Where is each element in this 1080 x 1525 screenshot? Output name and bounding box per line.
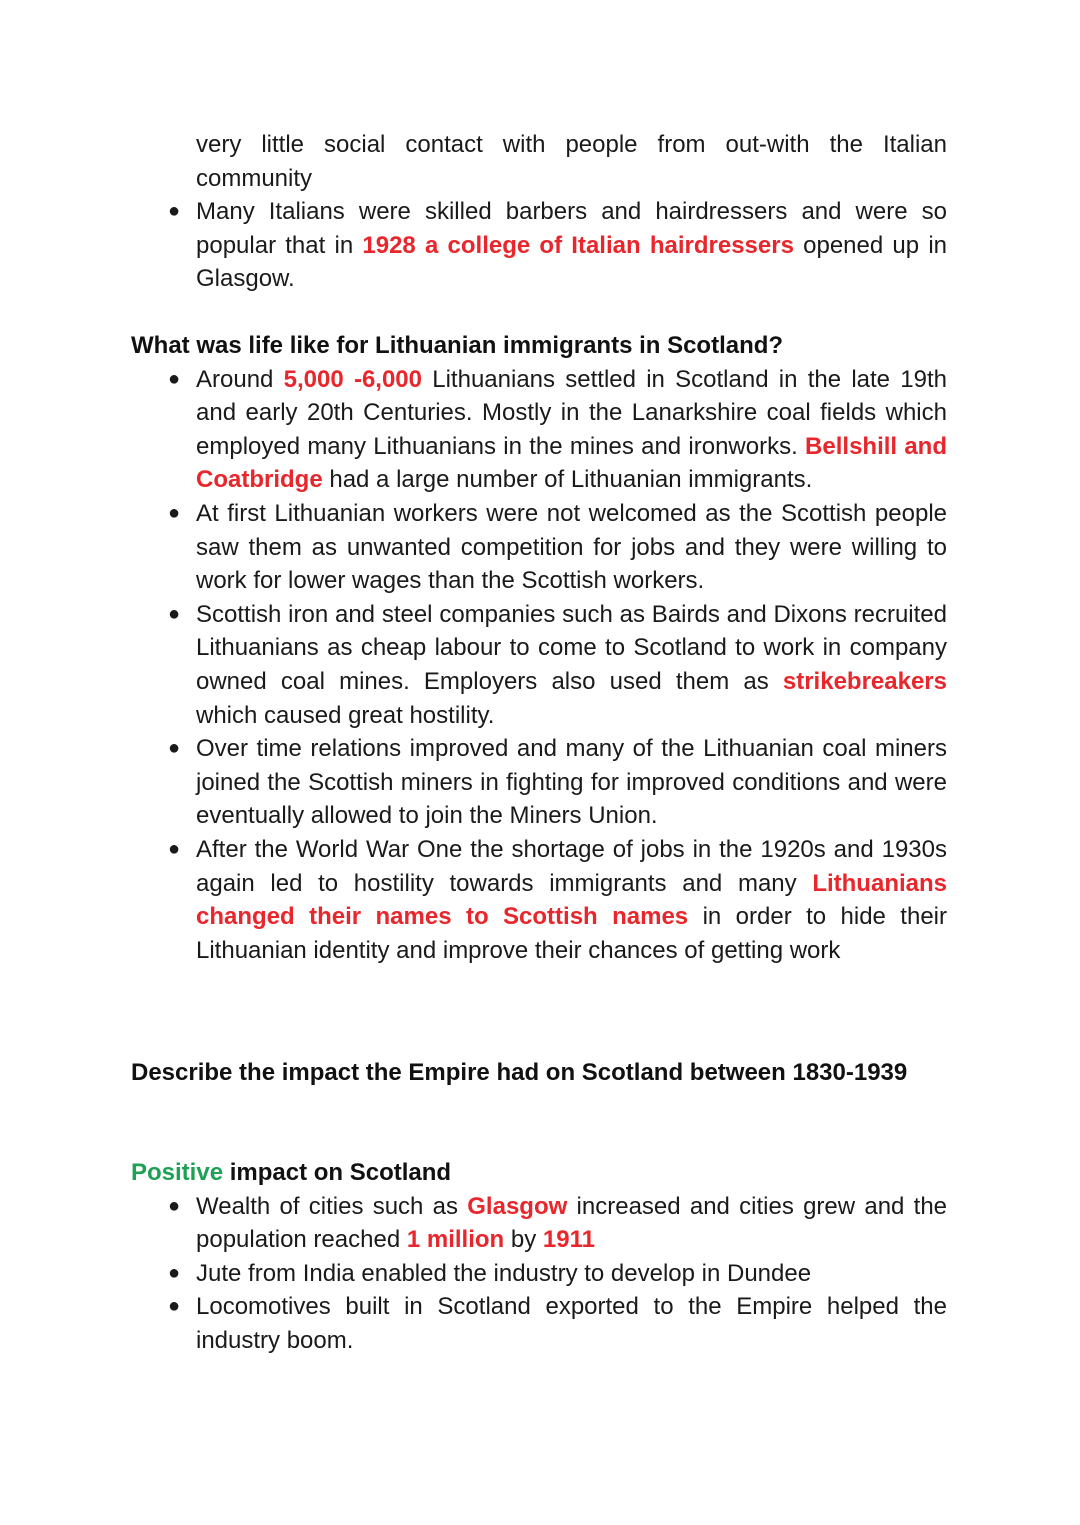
bullet-dot-icon: ● — [168, 1295, 181, 1318]
highlight-text: Glasgow — [467, 1192, 568, 1220]
italian-section — [131, 128, 947, 296]
italian-bullets — [131, 195, 947, 296]
highlight-text: strikebreakers — [782, 667, 947, 695]
highlight-text: 1 million — [406, 1226, 505, 1254]
list-item: ● Over time relations improved and many of the Lithuanian coal miners joined the Scottish miners in fighting for improved conditions and were eventually allowed to join the Miners Union. — [131, 732, 947, 833]
highlight-text: 1911 — [542, 1226, 595, 1254]
bullet-dot-icon: ● — [168, 367, 181, 390]
list-item: ● Jute from India enabled the industry to develop in Dundee — [131, 1257, 947, 1291]
highlight-text: 1928 a college of Italian hairdressers — [362, 231, 794, 259]
lithuanian-heading: What was life like for Lithuanian immigrants in Scotland? — [131, 332, 784, 359]
bullet-dot-icon: ● — [168, 200, 181, 223]
list-item: ● Wealth of cities such as Glasgow increased and cities grew and the population reached 1 million by 1911 — [131, 1190, 947, 1257]
empire-section — [131, 1056, 947, 1090]
bullet-dot-icon: ● — [168, 737, 181, 760]
bullet-dot-icon: ● — [168, 1261, 181, 1284]
highlight-text: 5,000 -6,000 — [283, 365, 422, 393]
positive-impact-heading: Positive impact on Scotland — [131, 1159, 452, 1186]
list-item: ● Locomotives built in Scotland exported to the Empire helped the industry boom. — [131, 1290, 947, 1357]
positive-label: Positive — [131, 1159, 224, 1186]
bullet-dot-icon: ● — [168, 837, 181, 860]
bullet-dot-icon: ● — [168, 1194, 181, 1217]
list-item: ● Many Italians were skilled barbers and hairdressers and were so popular that in 1928 a college of Italian hairdressers opened up in Glasgow. — [131, 195, 947, 296]
positive-impact-section — [131, 1156, 947, 1358]
empire-heading: Describe the impact the Empire had on Scotland between 1830-1939 — [131, 1059, 908, 1086]
lithuanian-section — [131, 329, 947, 967]
highlight-text: Bellshill and Coatbridge — [196, 432, 947, 494]
highlight-text: Lithuanians changed their names to Scottish names — [196, 869, 947, 931]
list-item: ● Around 5,000 -6,000 Lithuanians settled in Scotland in the late 19th and early 20th Centuries. Mostly in the Lanarkshire coal fields which employed many Lithuanians in the mines and ironworks. Bellshill and Coatbridge had a large number of Lithuanian immigrants. — [131, 363, 947, 497]
lithuanian-bullets — [131, 363, 947, 968]
positive-bullets — [131, 1190, 947, 1358]
list-item: ● At first Lithuanian workers were not welcomed as the Scottish people saw them as unwanted competition for jobs and they were willing to work for lower wages than the Scottish workers. — [131, 497, 947, 598]
bullet-dot-icon: ● — [168, 602, 181, 625]
list-item: ● After the World War One the shortage of jobs in the 1920s and 1930s again led to hostility towards immigrants and many Lithuanians changed their names to Scottish names in order to hide their Lithuanian identity and improve their chances of getting work — [131, 833, 947, 967]
bullet-dot-icon: ● — [168, 501, 181, 524]
italian-continuation-text: very little social contact with people from out-with the Italian community — [196, 131, 947, 192]
list-item: ● Scottish iron and steel companies such as Bairds and Dixons recruited Lithuanians as cheap labour to come to Scotland to work in company owned coal mines. Employers also used them as strikebreakers which caused great hostility. — [131, 598, 947, 732]
